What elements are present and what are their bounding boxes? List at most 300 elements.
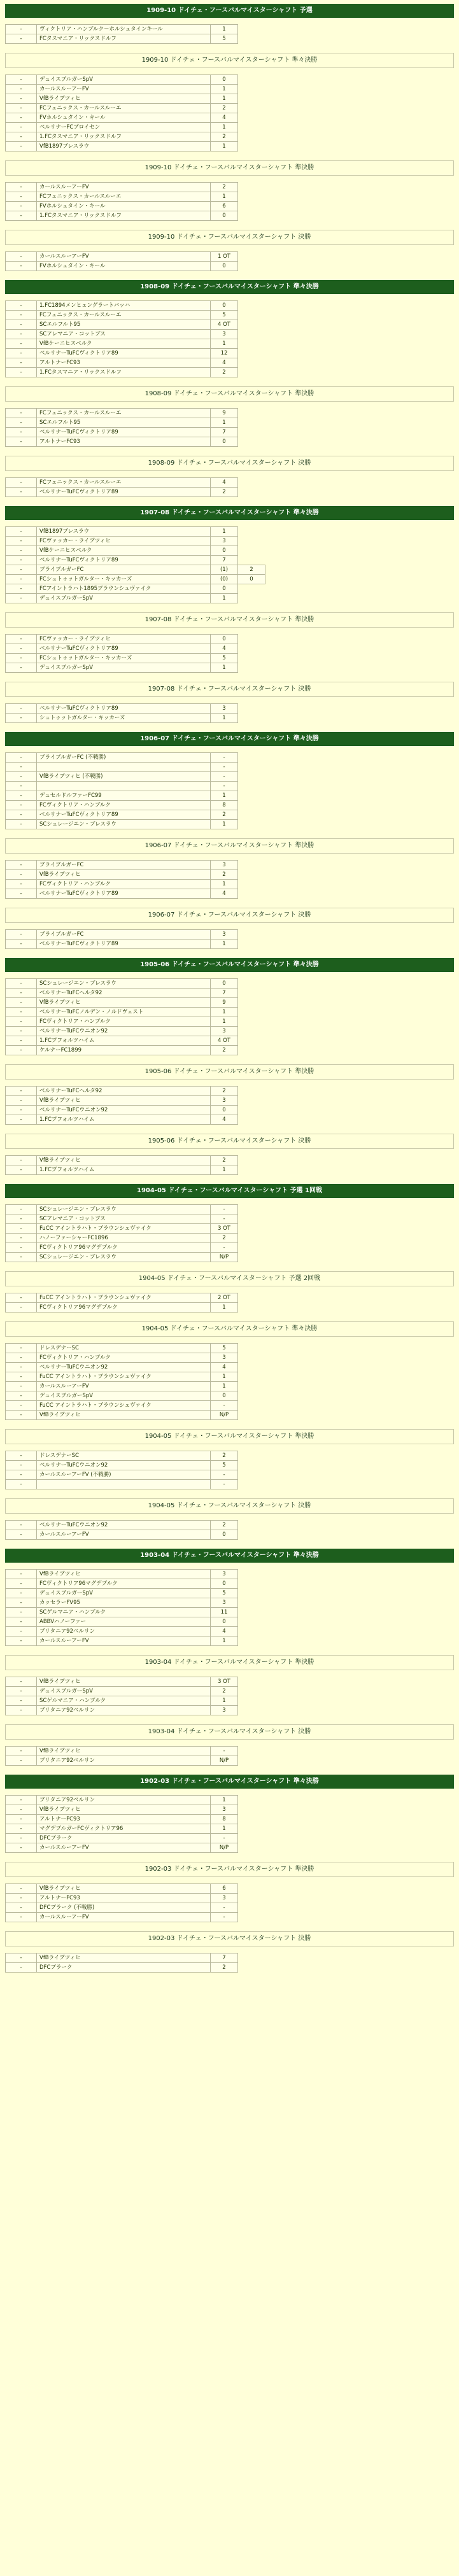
- score-cell: 2: [211, 1087, 238, 1096]
- team-cell: カッセラーFV95: [37, 1598, 211, 1608]
- section-header: 1905-06 ドイチェ・フースバルマイスターシャフト 決勝: [5, 1134, 454, 1149]
- score-cell: 0: [211, 584, 238, 594]
- table-row: [6, 1579, 238, 1589]
- team-cell: VfBライプツィヒ: [37, 870, 211, 880]
- score-cell: 1: [211, 714, 238, 723]
- date-cell: -: [6, 1824, 37, 1834]
- date-cell: -: [6, 1451, 37, 1461]
- table-row: [6, 998, 238, 1008]
- date-cell: -: [6, 1963, 37, 1973]
- date-cell: -: [6, 1796, 37, 1805]
- team-cell: ヴィクトリア・ハンブルク－ホルシュタインキール: [37, 25, 211, 34]
- score-cell: 2 OT: [211, 1293, 238, 1303]
- team-cell: ベルリナーTuFCノルデン・ノルドヴェスト: [37, 1008, 211, 1017]
- date-cell: -: [6, 753, 37, 763]
- table-row: [6, 635, 238, 644]
- date-cell: -: [6, 998, 37, 1008]
- table-row: [6, 1253, 238, 1262]
- score-cell: -: [211, 1834, 238, 1843]
- score-cell: 3: [211, 861, 238, 870]
- table-row: [6, 537, 265, 546]
- date-cell: -: [6, 663, 37, 673]
- date-cell: -: [6, 25, 37, 34]
- table-row: [6, 810, 238, 820]
- team-cell: FCヴィクトリア・ハンブルク: [37, 1017, 211, 1027]
- date-cell: -: [6, 584, 37, 594]
- team-cell: ベルリナーFCプロイセン: [37, 123, 211, 132]
- match-table: [5, 1520, 238, 1540]
- date-cell: -: [6, 1480, 37, 1489]
- team-cell: カールスルーアーFV: [37, 1530, 211, 1540]
- score-cell: 4: [211, 889, 238, 899]
- table-row: [6, 252, 238, 262]
- score-cell: N/P: [211, 1843, 238, 1853]
- date-cell: -: [6, 409, 37, 418]
- date-cell: -: [6, 1579, 37, 1589]
- table-row: [6, 1696, 238, 1706]
- score-cell: 1: [211, 1303, 238, 1313]
- season-section: [5, 1775, 454, 1853]
- team-cell: VfBライプツィヒ: [37, 94, 211, 104]
- score-cell: 2: [211, 1963, 238, 1973]
- team-cell: FCヴァッカー・ライプツィヒ: [37, 537, 211, 546]
- score-cell: 1: [211, 1165, 238, 1175]
- team-cell: シュトゥットガルター・キッカーズ: [37, 714, 211, 723]
- table-row: [6, 791, 238, 801]
- table-row: [6, 211, 238, 221]
- date-cell: -: [6, 1696, 37, 1706]
- team-cell: SCエルフルト95: [37, 320, 211, 330]
- match-table: [5, 978, 238, 1055]
- season-section: [5, 160, 454, 221]
- table-row: [6, 368, 238, 377]
- table-row: [6, 565, 265, 575]
- score-cell: N/P: [211, 1756, 238, 1766]
- table-row: [6, 1224, 238, 1234]
- date-cell: -: [6, 556, 37, 565]
- date-cell: -: [6, 1461, 37, 1470]
- section-header: 1906-07 ドイチェ・フースバルマイスターシャフト 決勝: [5, 908, 454, 923]
- date-cell: -: [6, 1214, 37, 1224]
- section-header: 1908-09 ドイチェ・フースバルマイスターシャフト 準々決勝: [5, 280, 454, 294]
- team-cell: カールスルーアーFV: [37, 183, 211, 192]
- table-row: [6, 320, 238, 330]
- date-cell: -: [6, 1293, 37, 1303]
- date-cell: -: [6, 1570, 37, 1579]
- date-cell: -: [6, 1046, 37, 1055]
- section-header: 1902-03 ドイチェ・フースバルマイスターシャフト 決勝: [5, 1931, 454, 1946]
- team-cell: ベルリナーTuFCヘルタ92: [37, 989, 211, 998]
- team-cell: VfBケーニヒスベルク: [37, 546, 211, 556]
- match-table: [5, 526, 265, 603]
- team-cell: FCアイントラハト1895ブラウンシュヴァイク: [37, 584, 211, 594]
- date-cell: -: [6, 104, 37, 113]
- table-row: [6, 1205, 238, 1214]
- date-cell: -: [6, 704, 37, 714]
- table-row: [6, 94, 238, 104]
- score-cell: 4: [211, 1627, 238, 1636]
- team-cell: SCゲルマニア・ハンブルク: [37, 1608, 211, 1617]
- match-table: [5, 1677, 238, 1715]
- score-cell: 1: [211, 1824, 238, 1834]
- team-cell: VfBライプツィヒ: [37, 1805, 211, 1815]
- score-cell: -: [211, 1470, 238, 1480]
- team-cell: DFCプラーク (不戦勝): [37, 1903, 211, 1913]
- match-table: [5, 752, 238, 829]
- date-cell: -: [6, 132, 37, 142]
- score-cell: -: [211, 772, 238, 782]
- match-table: [5, 1953, 238, 1973]
- table-row: [6, 546, 265, 556]
- section-header: 1907-08 ドイチェ・フースバルマイスターシャフト 決勝: [5, 682, 454, 697]
- score-cell: 0: [211, 1106, 238, 1115]
- score-cell: 1: [211, 663, 238, 673]
- score-cell: 1: [211, 85, 238, 94]
- date-cell: -: [6, 1470, 37, 1480]
- team-cell: VfBライプツィヒ: [37, 1156, 211, 1165]
- team-cell: FCフェニックス・カールスルーエ: [37, 409, 211, 418]
- date-cell: -: [6, 311, 37, 320]
- date-cell: -: [6, 1805, 37, 1815]
- table-row: [6, 1617, 238, 1627]
- date-cell: -: [6, 644, 37, 654]
- team-cell: DFCプラーク: [37, 1963, 211, 1973]
- score-cell: 1: [211, 1372, 238, 1382]
- team-cell: VfBライプツィヒ: [37, 1747, 211, 1756]
- match-table: [5, 1343, 238, 1420]
- match-table: [5, 703, 238, 723]
- table-row: [6, 1165, 238, 1175]
- score-cell: 0: [211, 301, 238, 311]
- season-section: [5, 682, 454, 723]
- score-cell: 4: [211, 1115, 238, 1125]
- team-cell: カールスルーアーFV (不戦勝): [37, 1470, 211, 1480]
- table-row: [6, 1027, 238, 1036]
- score-cell: 2: [211, 1156, 238, 1165]
- date-cell: -: [6, 782, 37, 791]
- team-cell: FCヴァッカー・ライプツィヒ: [37, 635, 211, 644]
- date-cell: -: [6, 1096, 37, 1106]
- match-table: [5, 1451, 238, 1489]
- table-row: [6, 330, 238, 339]
- team-cell: カールスルーアーFV: [37, 252, 211, 262]
- table-row: [6, 1627, 238, 1636]
- table-row: [6, 1480, 238, 1489]
- score-cell: 1 OT: [211, 252, 238, 262]
- score-cell: 2: [211, 810, 238, 820]
- team-cell: FuCC アイントラハト・ブラウンシュヴァイク: [37, 1401, 211, 1411]
- score-cell: 12: [211, 349, 238, 358]
- team-cell: ベルリナーTuFCヴィクトリア89: [37, 940, 211, 949]
- date-cell: -: [6, 714, 37, 723]
- team-cell: ベルリナーTuFCウニオン92: [37, 1363, 211, 1372]
- score-cell: 2: [211, 104, 238, 113]
- team-cell: 1.FCタスマニア・リックスドルフ: [37, 132, 211, 142]
- score-cell: 4: [211, 113, 238, 123]
- date-cell: -: [6, 820, 37, 829]
- date-cell: -: [6, 889, 37, 899]
- season-section: [5, 1862, 454, 1922]
- table-row: [6, 25, 238, 34]
- date-cell: -: [6, 1234, 37, 1243]
- table-row: [6, 301, 238, 311]
- team-cell: デュイスブルガーSpV: [37, 1391, 211, 1401]
- section-header: 1909-10 ドイチェ・フースバルマイスターシャフト 決勝: [5, 230, 454, 245]
- table-row: [6, 104, 238, 113]
- team-cell: SCゲルマニア・ハンブルク: [37, 1696, 211, 1706]
- team-cell: アルトナーFC93: [37, 437, 211, 447]
- score-cell: 4: [211, 478, 238, 488]
- season-section: [5, 1931, 454, 1973]
- match-table: [5, 1155, 238, 1175]
- date-cell: -: [6, 1589, 37, 1598]
- match-table: [5, 182, 238, 221]
- date-cell: -: [6, 339, 37, 349]
- table-row: [6, 880, 238, 889]
- table-row: [6, 1046, 238, 1055]
- date-cell: -: [6, 1677, 37, 1687]
- date-cell: -: [6, 1017, 37, 1027]
- date-cell: -: [6, 1205, 37, 1214]
- table-row: [6, 1372, 238, 1382]
- team-cell: FCフェニックス・カールスルーエ: [37, 192, 211, 202]
- team-cell: FVホルシュタイン・キール: [37, 202, 211, 211]
- date-cell: -: [6, 1756, 37, 1766]
- season-section: [5, 1498, 454, 1540]
- table-row: [6, 1096, 238, 1106]
- date-cell: -: [6, 1903, 37, 1913]
- score-cell: 1: [211, 339, 238, 349]
- team-cell: ハノーファーシャーFC1896: [37, 1234, 211, 1243]
- score-cell: 1: [211, 192, 238, 202]
- score-cell: 7: [211, 428, 238, 437]
- table-row: [6, 1391, 238, 1401]
- date-cell: -: [6, 1344, 37, 1353]
- table-row: [6, 311, 238, 320]
- date-cell: -: [6, 1401, 37, 1411]
- score-cell: -: [211, 1903, 238, 1913]
- date-cell: -: [6, 1953, 37, 1963]
- team-cell: ベルリナーTuFCヴィクトリア89: [37, 428, 211, 437]
- table-row: [6, 1815, 238, 1824]
- section-header: 1903-04 ドイチェ・フースバルマイスターシャフト 準々決勝: [5, 1549, 454, 1563]
- team-cell: カールスルーアーFV: [37, 1843, 211, 1853]
- table-row: [6, 1747, 238, 1756]
- table-row: [6, 1677, 238, 1687]
- table-row: [6, 1087, 238, 1096]
- team-cell: ベルリナーTuFCヴィクトリア89: [37, 488, 211, 497]
- table-row: [6, 34, 238, 44]
- table-row: [6, 478, 238, 488]
- team-cell: ベルリナーTuFCヴィクトリア89: [37, 556, 211, 565]
- date-cell: -: [6, 34, 37, 44]
- date-cell: -: [6, 478, 37, 488]
- score-cell: 2: [211, 132, 238, 142]
- score-cell: 5: [211, 1589, 238, 1598]
- score-cell: 0: [211, 262, 238, 271]
- table-row: [6, 349, 238, 358]
- table-row: [6, 123, 238, 132]
- score-cell: 0: [211, 75, 238, 85]
- table-row: [6, 418, 238, 428]
- date-cell: -: [6, 1106, 37, 1115]
- date-cell: -: [6, 1382, 37, 1391]
- date-cell: -: [6, 1843, 37, 1853]
- score-cell: 1: [211, 123, 238, 132]
- score-cell: N/P: [211, 1253, 238, 1262]
- team-cell: ベルリナーTuFCヴィクトリア89: [37, 889, 211, 899]
- table-row: [6, 644, 238, 654]
- team-cell: ブライブルガーFC: [37, 930, 211, 940]
- score-cell: 5: [211, 1461, 238, 1470]
- table-row: [6, 1796, 238, 1805]
- table-row: [6, 663, 238, 673]
- date-cell: -: [6, 654, 37, 663]
- table-row: [6, 1353, 238, 1363]
- team-cell: アルトナーFC93: [37, 358, 211, 368]
- score-cell: 4: [211, 1363, 238, 1372]
- match-table: [5, 477, 238, 497]
- date-cell: -: [6, 565, 37, 575]
- date-cell: -: [6, 940, 37, 949]
- table-row: [6, 861, 238, 870]
- score-cell: 3: [211, 930, 238, 940]
- date-cell: -: [6, 880, 37, 889]
- table-row: [6, 1598, 238, 1608]
- match-table: [5, 1086, 238, 1125]
- score-cell: 2: [211, 1234, 238, 1243]
- date-cell: -: [6, 94, 37, 104]
- table-row: [6, 1884, 238, 1894]
- team-cell: SCシュレージエン・ブレスラウ: [37, 1253, 211, 1262]
- team-cell: デュイスブルガーSpV: [37, 75, 211, 85]
- date-cell: -: [6, 791, 37, 801]
- score-cell: 0: [211, 437, 238, 447]
- date-cell: -: [6, 1008, 37, 1017]
- score-cell: 0: [211, 635, 238, 644]
- match-table: [5, 860, 238, 899]
- score-cell: 0: [211, 1391, 238, 1401]
- table-row: [6, 339, 238, 349]
- score-cell: 2: [211, 1451, 238, 1461]
- season-section: [5, 506, 454, 603]
- score-cell: -: [211, 782, 238, 791]
- score-cell: 1: [211, 527, 238, 537]
- table-row: [6, 75, 238, 85]
- date-cell: -: [6, 358, 37, 368]
- match-table: [5, 300, 238, 377]
- team-cell: 1.FC1894メンヒェングラートバッハ: [37, 301, 211, 311]
- date-cell: -: [6, 1884, 37, 1894]
- table-row: [6, 1411, 238, 1420]
- score-cell: 1: [211, 94, 238, 104]
- score-cell: -: [211, 1214, 238, 1224]
- table-row: [6, 1303, 238, 1313]
- score-cell: (0): [211, 575, 238, 584]
- date-cell: -: [6, 85, 37, 94]
- score-cell: 0: [211, 211, 238, 221]
- table-row: [6, 801, 238, 810]
- table-row: [6, 1156, 238, 1165]
- table-row: [6, 202, 238, 211]
- date-cell: -: [6, 1815, 37, 1824]
- match-table: [5, 929, 238, 949]
- team-cell: FCフェニックス・カールスルーエ: [37, 104, 211, 113]
- team-cell: 1.FCプフォルツハイム: [37, 1165, 211, 1175]
- table-row: [6, 820, 238, 829]
- date-cell: -: [6, 1913, 37, 1922]
- table-row: [6, 192, 238, 202]
- date-cell: -: [6, 537, 37, 546]
- score-cell: 2: [211, 183, 238, 192]
- score-cell: 1: [211, 1017, 238, 1027]
- team-cell: VfBライプツィヒ: [37, 1096, 211, 1106]
- date-cell: -: [6, 861, 37, 870]
- score-cell: 1: [211, 820, 238, 829]
- table-row: [6, 575, 265, 584]
- date-cell: -: [6, 1411, 37, 1420]
- team-cell: カールスルーアーFV: [37, 1382, 211, 1391]
- team-cell: VfB1897ブレスラウ: [37, 527, 211, 537]
- match-table: [5, 74, 238, 151]
- score-cell: 7: [211, 989, 238, 998]
- team-cell: FCシュトゥットガルター・キッカーズ: [37, 575, 211, 584]
- date-cell: -: [6, 1521, 37, 1530]
- team-cell: FCヴィクトリア96マグデブルク: [37, 1243, 211, 1253]
- team-cell: ドレスデナーSC: [37, 1344, 211, 1353]
- table-row: [6, 527, 265, 537]
- section-header: 1902-03 ドイチェ・フースバルマイスターシャフト 準決勝: [5, 1862, 454, 1877]
- team-cell: 1.FCタスマニア・リックスドルフ: [37, 368, 211, 377]
- team-cell: VfBライプツィヒ: [37, 1953, 211, 1963]
- table-row: [6, 979, 238, 989]
- score-cell: -: [211, 1205, 238, 1214]
- score-cell: 2: [211, 368, 238, 377]
- table-row: [6, 1293, 238, 1303]
- team-cell: デュイスブルガーSpV: [37, 1687, 211, 1696]
- date-cell: -: [6, 1834, 37, 1843]
- score-cell: 1: [211, 880, 238, 889]
- score-cell: 2: [211, 870, 238, 880]
- date-cell: -: [6, 527, 37, 537]
- team-cell: VfBライプツィヒ: [37, 1884, 211, 1894]
- season-section: [5, 4, 454, 44]
- score-cell: 8: [211, 801, 238, 810]
- team-cell: [37, 782, 211, 791]
- score-cell: (1): [211, 565, 238, 575]
- score-cell: 2: [211, 1687, 238, 1696]
- section-header: 1909-10 ドイチェ・フースバルマイスターシャフト 準決勝: [5, 160, 454, 176]
- score-cell: 3: [211, 1894, 238, 1903]
- score-cell: 1: [211, 1796, 238, 1805]
- date-cell: -: [6, 368, 37, 377]
- team-cell: FCヴィクトリア・ハンブルク: [37, 880, 211, 889]
- date-cell: -: [6, 1608, 37, 1617]
- section-header: 1904-05 ドイチェ・フースバルマイスターシャフト 準決勝: [5, 1429, 454, 1444]
- team-cell: ベルリナーTuFCウニオン92: [37, 1106, 211, 1115]
- team-cell: ベルリナーTuFCヴィクトリア89: [37, 349, 211, 358]
- team-cell: ベルリナーTuFCウニオン92: [37, 1461, 211, 1470]
- score-cell: 3 OT: [211, 1677, 238, 1687]
- match-table: [5, 1746, 238, 1766]
- match-table: [5, 634, 238, 673]
- team-cell: SCアレマニア・コットブス: [37, 330, 211, 339]
- date-cell: -: [6, 113, 37, 123]
- date-cell: -: [6, 575, 37, 584]
- table-row: [6, 142, 238, 151]
- section-header: 1904-05 ドイチェ・フースバルマイスターシャフト 予選 1回戦: [5, 1184, 454, 1198]
- score-cell: 0: [211, 1617, 238, 1627]
